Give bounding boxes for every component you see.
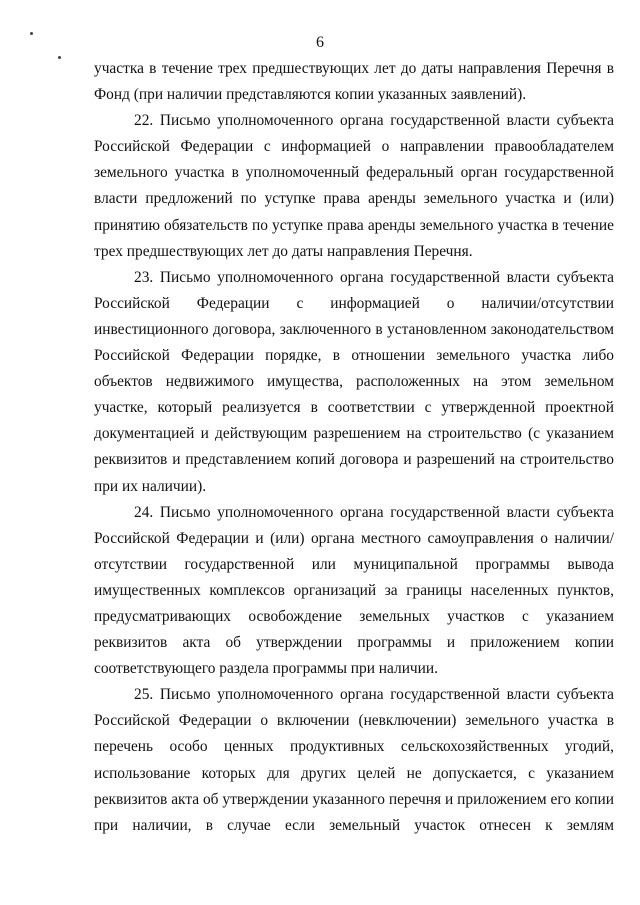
scan-speck [58,56,61,59]
page-number: 6 [316,34,324,51]
paragraph-item-23: 23. Письмо уполномоченного органа государственной власти субъекта Российской Федерации с информацией о наличии/отсутствии инвестиционного договора, заключенного в установленном законодательством Российской Федерации порядке, в отношении земельного участка либо объектов недвижимого имущества, расположенных на этом земельном участке, который реализуется в соответствии с утвержденной проектной документацией и действующим разрешением на строительство (с указанием реквизитов и представлением копий договора и разрешений на строительство при их наличии). [94,268,614,495]
paragraph-continuation: участка в течение трех предшествующих лет до даты направления Перечня в Фонд (при наличии представляются копии указанных заявлений). [94,60,614,104]
paragraph-item-24: 24. Письмо уполномоченного органа государственной власти субъекта Российской Федерации и (или) органа местного самоуправления о наличии/отсутствии государственной или муниципальной программы вывода имущественных комплексов организаций за границы населенных пунктов, предусматривающих освобождение земельных участков с указанием реквизитов акта об утверждении программы и приложением копии соответствующего раздела программы при наличии. [94,503,614,678]
paragraph-item-22: 22. Письмо уполномоченного органа государственной власти субъекта Российской Федерации с информацией о направлении правообладателем земельного участка в уполномоченный федеральный орган государственной власти предложений по уступке права аренды земельного участка и (или) принятию обязательств по уступке права аренды земельного участка в течение трех предшествующих лет до даты направления Перечня. [94,112,614,260]
document-body [94,56,614,839]
paragraph-item-25: 25. Письмо уполномоченного органа государственной власти субъекта Российской Федерации о включении (невключении) земельного участка в перечень особо ценных продуктивных сельскохозяйственных угодий, использование которых для других целей не допускается, с указанием реквизитов акта об утверждении указанного перечня и приложением его копии при наличии, в случае если земельный участок отнесен к землям [94,686,614,834]
